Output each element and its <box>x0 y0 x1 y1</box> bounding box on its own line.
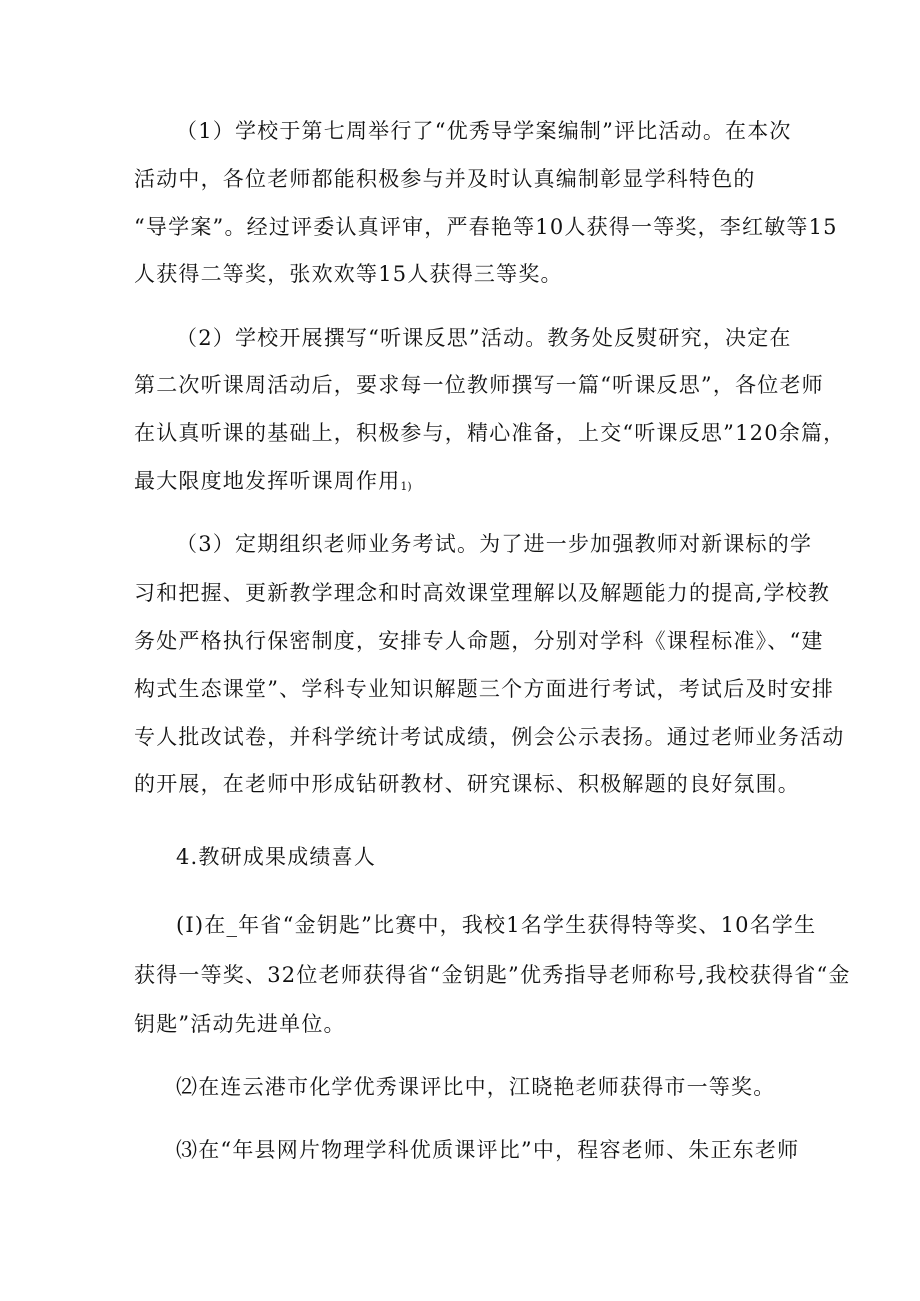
paragraph-3-line-2: 习和把握、更新教学理念和时高效课堂理解以及解题能力的提高,学校教 <box>134 581 831 605</box>
section-heading: 4.教研成果成绩喜人 <box>176 845 377 869</box>
paragraph-2-line-4 <box>134 466 412 502</box>
paragraph-1-line-4: 人获得二等奖，张欢欢等15人获得三等奖。 <box>134 262 563 286</box>
paragraph-1-line-3: “导学案”。经过评委认真评审，严春艳等10人获得一等奖，李红敏等15 <box>134 215 838 239</box>
paragraph-3-line-5: 专人批改试卷，并科学统计考试成绩，例会公示表扬。通过老师业务活动 <box>134 725 845 749</box>
paragraph-3-line-4: 构式生态课堂”、学科专业知识解题三个方面进行考试，考试后及时安排 <box>134 677 835 701</box>
paragraph-1-line-2: 活动中，各位老师都能积极参与并及时认真编制彰显学科特色的 <box>134 167 756 191</box>
paragraph-4-line-3: 钥匙”活动先进单位。 <box>134 1012 346 1036</box>
footnote-marker: 1) <box>400 480 412 493</box>
paragraph-3-line-3: 务处严格执行保密制度，安排专人命题，分别对学科《课程标准》、“建 <box>134 629 824 653</box>
paragraph-2-line-3: 在认真听课的基础上，积极参与，精心准备，上交“听课反思”120余篇， <box>134 421 846 445</box>
paragraph-3-line-1: （3）定期组织老师业务考试。为了进一步加强教师对新课标的学 <box>176 532 813 556</box>
paragraph-2-line-4-text: 最大限度地发挥听课周作用 <box>134 469 401 493</box>
paragraph-2-line-2: 第二次听课周活动后，要求每一位教师撰写一篇“听课反思”，各位老师 <box>134 373 824 397</box>
paragraph-2-line-1: （2）学校开展撰写“听课反思”活动。教务处反熨研究，决定在 <box>176 326 792 350</box>
paragraph-1-line-1: （1）学校于第七周举行了“优秀导学案编制”评比活动。在本次 <box>176 119 792 143</box>
paragraph-3-line-6: 的开展，在老师中形成钻研教材、研究课标、积极解题的良好氛围。 <box>134 772 800 796</box>
paragraph-5-line-1: ⑵在连云港市化学优秀课评比中，江晓艳老师获得市一等奖。 <box>176 1075 776 1099</box>
paragraph-4-line-2: 获得一等奖、32位老师获得省“金钥匙”优秀指导老师称号,我校获得省“金 <box>134 963 851 987</box>
paragraph-4-line-1: (I)在_年省“金钥匙”比赛中，我校1名学生获得特等奖、10名学生 <box>176 913 817 937</box>
paragraph-6-line-1: ⑶在“年县网片物理学科优质课评比”中，程容老师、朱正东老师 <box>176 1138 800 1162</box>
